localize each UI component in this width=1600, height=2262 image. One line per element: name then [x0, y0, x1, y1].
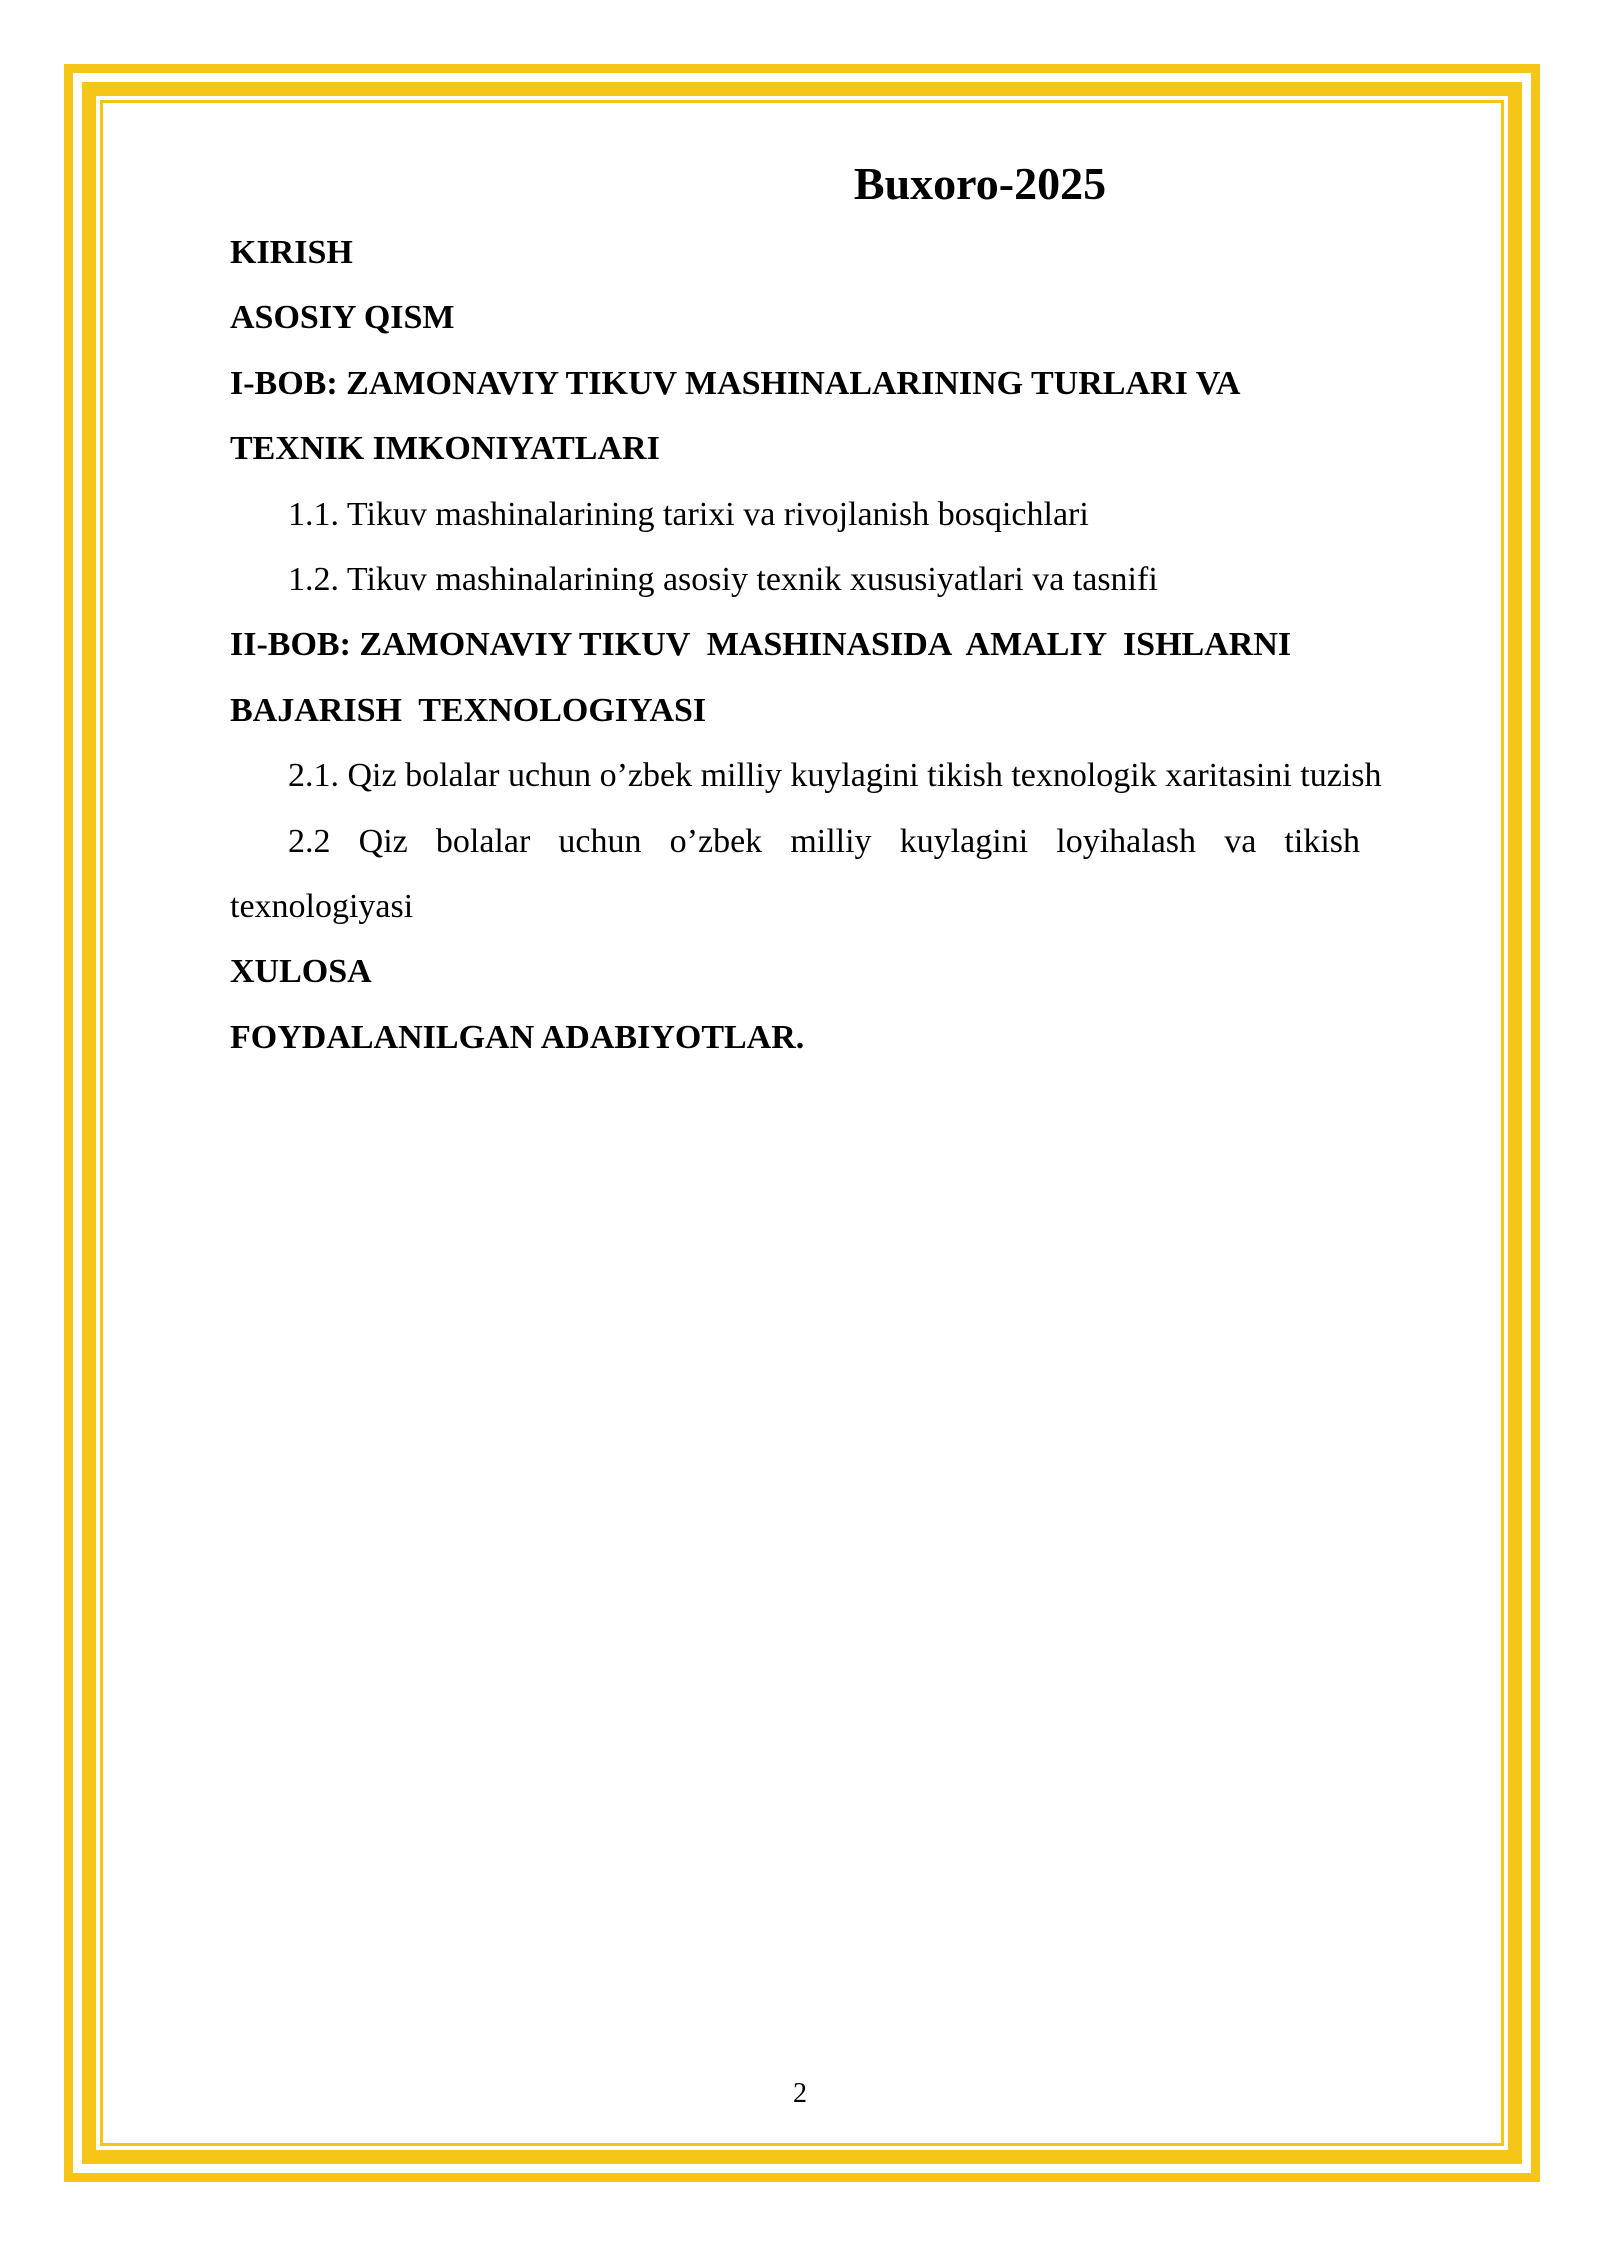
toc-section-2-1: 2.1. Qiz bolalar uchun o’zbek milliy kuylagini tikish texnologik xaritasini tuzish [288, 757, 1382, 795]
toc-entry-adabiyotlar: FOYDALANILGAN ADABIYOTLAR. [230, 1018, 805, 1056]
toc-chapter-2-line-1: II-BOB: ZAMONAVIY TIKUV MASHINASIDA AMALIY ISHLARNI [230, 626, 1292, 664]
toc-entry-kirish: KIRISH [230, 234, 353, 271]
toc-section-1-1: 1.1. Tikuv mashinalarining tarixi va rivojlanish bosqichlari [288, 495, 1089, 533]
toc-section-1-2: 1.2. Tikuv mashinalarining asosiy texnik xususiyatlari va tasnifi [288, 561, 1158, 599]
table-of-contents [230, 150, 1480, 1070]
toc-entry-xulosa: XULOSA [230, 953, 372, 991]
toc-chapter-1-line-1: I-BOB: ZAMONAVIY TIKUV MASHINALARINING TURLARI VA [230, 364, 1241, 402]
toc-entry-asosiy-qism: ASOSIY QISM [230, 299, 455, 337]
toc-chapter-2-line-2: BAJARISH TEXNOLOGIYASI [230, 691, 707, 729]
page-number: 2 [793, 2078, 807, 2109]
page-title: Buxoro-2025 [853, 158, 1107, 209]
toc-chapter-1-line-2: TEXNIK IMKONIYATLARI [230, 430, 660, 468]
toc-section-2-2: 2.2 Qiz bolalar uchun o’zbek milliy kuylagini loyihalash va tikish texnologiyasi [230, 822, 1360, 926]
